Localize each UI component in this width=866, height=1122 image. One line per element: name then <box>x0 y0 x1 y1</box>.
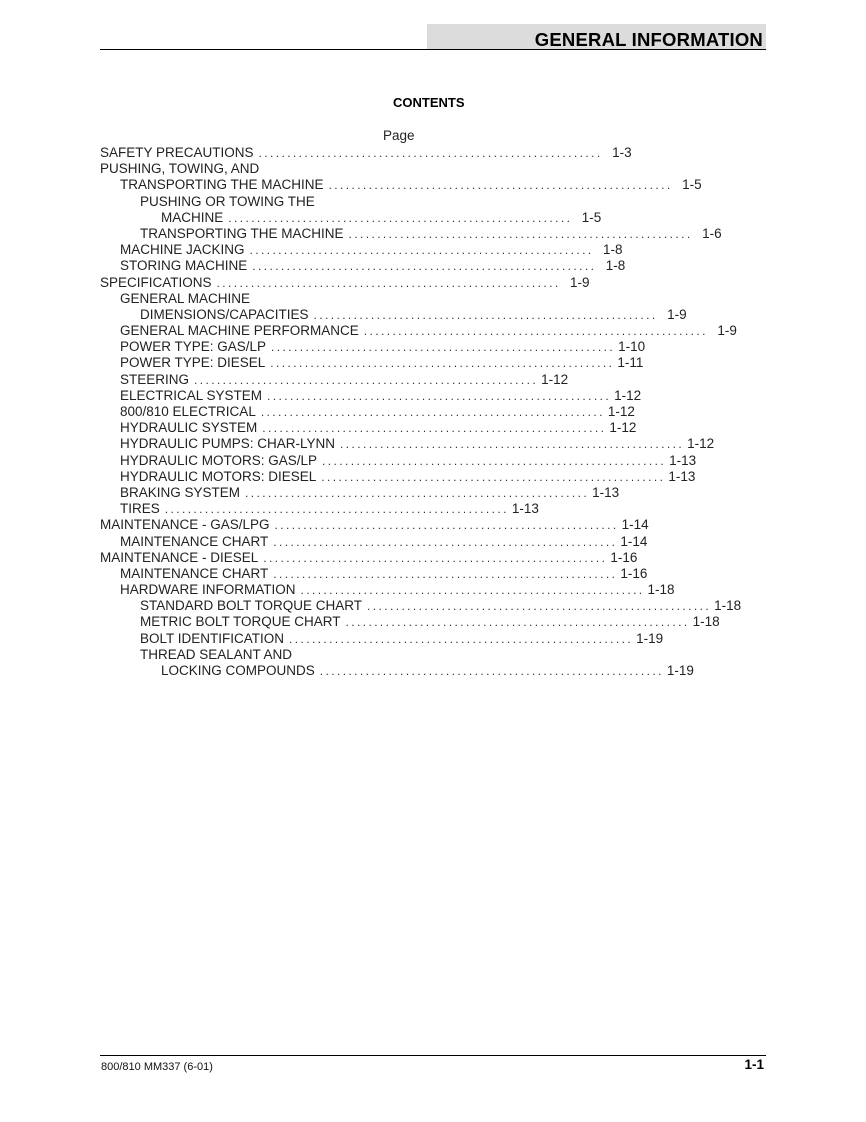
toc-entry-title: MACHINE <box>161 209 224 225</box>
toc-entry-page: 1-9 <box>667 306 687 322</box>
toc-entry <box>100 549 638 566</box>
toc-entry-title: MACHINE JACKING <box>120 242 245 258</box>
toc-entry-title: PUSHING OR TOWING THE <box>140 193 315 209</box>
toc-entry <box>100 614 720 630</box>
toc-entry-title: BOLT IDENTIFICATION <box>140 630 285 646</box>
section-title: GENERAL INFORMATION <box>534 29 763 50</box>
toc-entry-title: MAINTENANCE CHART <box>120 533 269 549</box>
toc-entry-page: 1-5 <box>682 177 702 193</box>
toc-entry <box>100 501 539 517</box>
toc-entry-title: TRANSPORTING THE MACHINE <box>140 225 344 241</box>
toc-leader-dots: ............................................................ <box>273 566 618 581</box>
toc-entry-title: HYDRAULIC PUMPS: CHAR-LYNN <box>120 436 336 452</box>
toc-entry <box>100 663 694 679</box>
toc-entry-page: 1-5 <box>581 209 602 225</box>
toc-leader-dots: ............................................................ <box>319 664 664 678</box>
toc-leader-dots: ............................................................ <box>321 469 666 484</box>
toc-entry-title: TIRES <box>120 501 160 517</box>
toc-leader-dots: ............................................................ <box>216 275 561 290</box>
toc-entry-page: 1-8 <box>603 242 623 258</box>
toc-leader-dots: ............................................................ <box>267 388 612 403</box>
toc-entry <box>100 468 696 485</box>
toc-entry-page: 1-16 <box>620 565 648 581</box>
document-id: 800/810 MM337 (6-01) <box>101 1061 213 1073</box>
toc-entry <box>100 306 687 323</box>
toc-leader-dots: ............................................................ <box>258 146 603 160</box>
toc-entry <box>100 355 644 371</box>
toc-leader-dots: ............................................................ <box>194 372 539 387</box>
toc-leader-dots: ............................................................ <box>262 421 607 436</box>
footer-rule <box>100 1055 766 1056</box>
toc-entry <box>100 647 418 663</box>
toc-leader-dots: ............................................................ <box>300 583 645 598</box>
page-number: 1-1 <box>744 1057 764 1072</box>
contents-heading: CONTENTS <box>393 95 465 110</box>
toc-entry <box>100 145 632 161</box>
toc-entry <box>100 565 648 582</box>
toc-entry-title: BRAKING SYSTEM <box>120 484 241 500</box>
toc-entry <box>100 339 646 355</box>
toc-entry-page: 1-14 <box>621 517 649 533</box>
toc-entry <box>100 598 742 614</box>
toc-entry-page: 1-11 <box>617 355 644 371</box>
toc-entry-page: 1-18 <box>647 582 675 598</box>
toc-entry <box>100 194 418 210</box>
toc-entry-page: 1-13 <box>511 501 539 517</box>
toc-entry <box>100 452 697 469</box>
toc-entry-page: 1-8 <box>605 258 626 274</box>
toc-entry-title: METRIC BOLT TORQUE CHART <box>140 614 341 630</box>
toc-entry-page: 1-12 <box>541 371 569 387</box>
toc-entry-page: 1-13 <box>592 484 620 500</box>
toc-entry-title: THREAD SEALANT AND <box>140 646 293 662</box>
toc-entry <box>100 387 642 404</box>
toc-entry-title: HYDRAULIC MOTORS: DIESEL <box>120 468 317 484</box>
toc-entry-title: STORING MACHINE <box>120 258 248 274</box>
toc-leader-dots: ............................................................ <box>289 631 634 646</box>
toc-entry <box>100 274 590 291</box>
toc-leader-dots: ............................................................ <box>345 615 690 630</box>
toc-leader-dots: ............................................................ <box>328 178 673 193</box>
toc-entry-page: 1-16 <box>610 549 638 565</box>
toc-entry-title: GENERAL MACHINE <box>120 290 251 306</box>
toc-entry-page: 1-13 <box>669 452 697 468</box>
toc-entry-page: 1-12 <box>607 404 635 419</box>
toc-entry <box>100 404 635 420</box>
toc-entry-page: 1-3 <box>612 145 632 160</box>
toc-leader-dots: ............................................................ <box>363 324 708 339</box>
toc-leader-dots: ............................................................ <box>274 518 619 533</box>
header-rule <box>100 49 766 50</box>
toc-entry <box>100 225 722 242</box>
toc-entry <box>100 517 649 533</box>
toc-leader-dots: ............................................................ <box>367 599 712 614</box>
toc-entry-page: 1-13 <box>668 468 696 484</box>
toc-entry-title: STANDARD BOLT TORQUE CHART <box>140 598 363 614</box>
toc-entry-title: 800/810 ELECTRICAL <box>120 404 256 419</box>
toc-leader-dots: ............................................................ <box>313 307 658 322</box>
toc-leader-dots: ............................................................ <box>245 485 590 500</box>
toc-entry <box>100 323 737 339</box>
toc-leader-dots: ............................................................ <box>164 502 509 517</box>
toc-entry <box>100 533 648 550</box>
toc-entry-title: PUSHING, TOWING, AND <box>100 161 260 177</box>
toc-leader-dots: ............................................................ <box>260 405 605 419</box>
toc-entry-page: 1-12 <box>614 387 642 403</box>
page-column-label: Page <box>383 128 415 143</box>
toc-entry-title: HARDWARE INFORMATION <box>120 582 296 598</box>
toc-entry <box>100 582 675 598</box>
toc-entry <box>100 242 623 258</box>
toc-entry-title: STEERING <box>120 371 190 387</box>
toc-entry <box>100 177 702 193</box>
toc-entry-title: POWER TYPE: DIESEL <box>120 355 266 371</box>
toc-entry-title: SPECIFICATIONS <box>100 274 212 290</box>
toc-leader-dots: ............................................................ <box>228 210 573 225</box>
toc-entry-title: TRANSPORTING THE MACHINE <box>120 177 324 193</box>
toc-leader-dots: ............................................................ <box>340 437 685 452</box>
toc-leader-dots: ............................................................ <box>273 534 618 549</box>
toc-entry-page: 1-10 <box>618 339 646 355</box>
toc-leader-dots: ............................................................ <box>270 356 615 371</box>
toc-entry <box>100 258 626 274</box>
toc-entry <box>100 291 418 307</box>
toc-entry-page: 1-9 <box>570 274 590 290</box>
toc-entry-title: HYDRAULIC SYSTEM <box>120 420 258 436</box>
toc-entry <box>100 371 569 388</box>
toc-entry-page: 1-14 <box>620 533 648 549</box>
toc-leader-dots: ............................................................ <box>271 340 616 355</box>
toc-entry <box>100 630 664 647</box>
toc-leader-dots: ............................................................ <box>252 259 597 274</box>
toc-entry-page: 1-18 <box>692 614 720 630</box>
toc-entry-title: MAINTENANCE CHART <box>120 565 269 581</box>
toc-entry-title: POWER TYPE: GAS/LP <box>120 339 267 355</box>
toc-entry-page: 1-12 <box>687 436 715 452</box>
toc-entry-title: GENERAL MACHINE PERFORMANCE <box>120 323 359 339</box>
toc-entry-title: MAINTENANCE - DIESEL <box>100 549 259 565</box>
table-of-contents <box>100 145 742 679</box>
toc-entry-title: HYDRAULIC MOTORS: GAS/LP <box>120 452 318 468</box>
toc-entry-page: 1-19 <box>666 663 694 678</box>
toc-entry-page: 1-6 <box>702 225 722 241</box>
toc-entry-title: LOCKING COMPOUNDS <box>161 663 315 678</box>
toc-entry-page: 1-12 <box>609 420 637 436</box>
toc-entry-title: SAFETY PRECAUTIONS <box>100 145 254 160</box>
toc-entry-title: ELECTRICAL SYSTEM <box>120 387 263 403</box>
toc-entry-page: 1-18 <box>714 598 742 614</box>
toc-leader-dots: ............................................................ <box>322 453 667 468</box>
toc-entry-title: DIMENSIONS/CAPACITIES <box>140 306 309 322</box>
toc-entry-title: MAINTENANCE - GAS/LPG <box>100 517 270 533</box>
toc-entry <box>100 161 418 177</box>
toc-leader-dots: ............................................................ <box>348 226 693 241</box>
toc-entry-page: 1-9 <box>717 323 737 339</box>
toc-entry <box>100 420 637 436</box>
toc-entry-page: 1-19 <box>636 630 664 646</box>
toc-leader-dots: ............................................................ <box>249 243 594 258</box>
toc-leader-dots: ............................................................ <box>263 550 608 565</box>
toc-entry <box>100 436 715 452</box>
toc-entry <box>100 484 620 501</box>
toc-entry <box>100 209 602 226</box>
